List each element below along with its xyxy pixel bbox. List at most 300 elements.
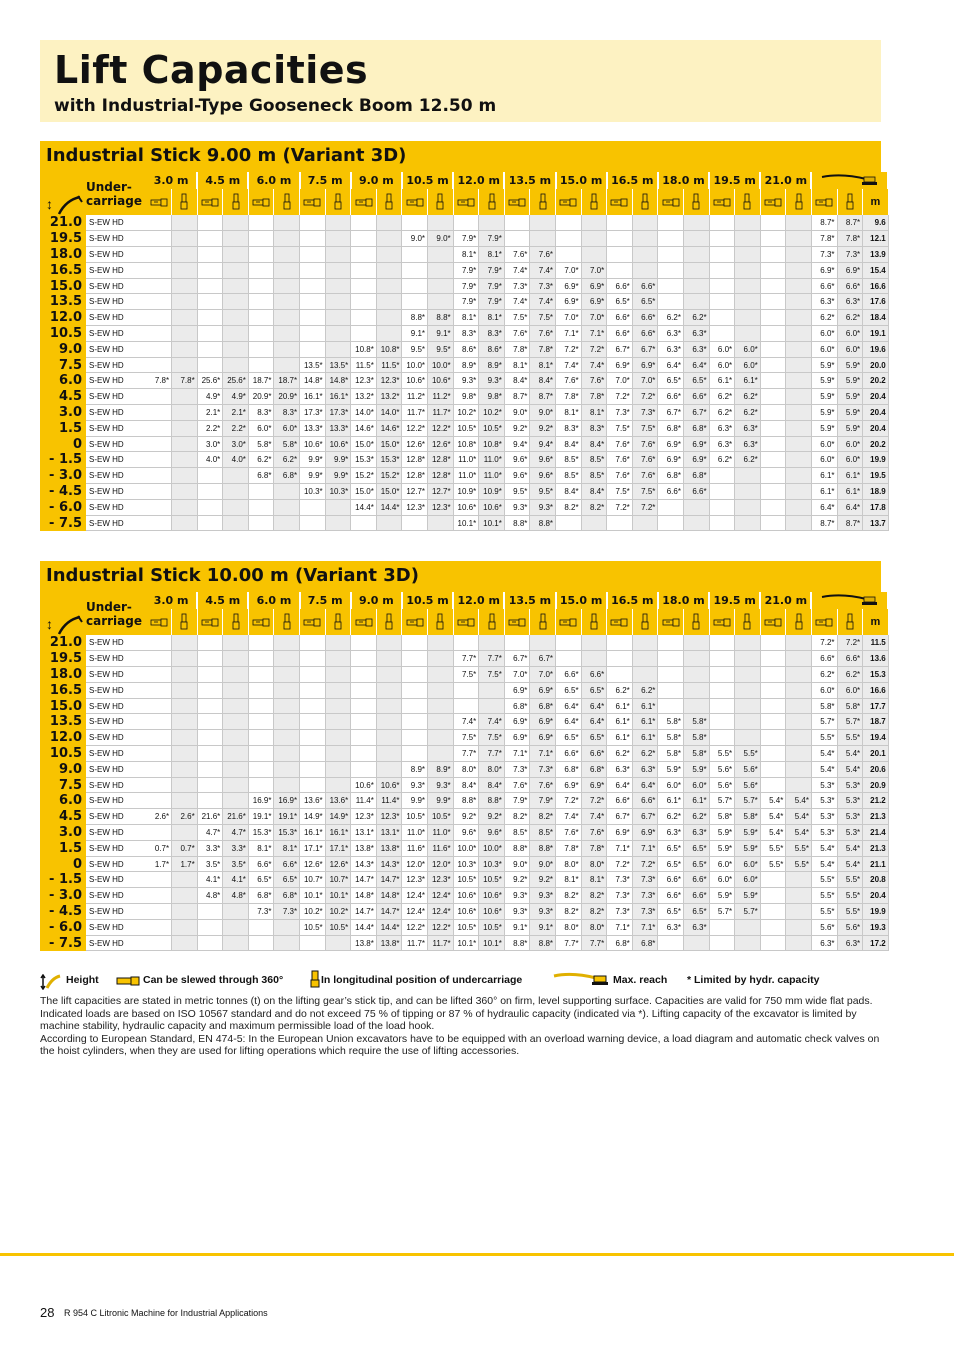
capacity-cell: 11.5* xyxy=(376,357,402,373)
capacity-cell xyxy=(453,215,479,231)
capacity-cell: 10.0* xyxy=(453,840,479,856)
capacity-cell xyxy=(709,247,735,263)
max-reach-distance: 19.9 xyxy=(863,904,889,920)
capacity-cell: 6.1* xyxy=(658,793,684,809)
table-row xyxy=(40,698,888,714)
capacity-cell xyxy=(172,635,198,651)
capacity-cell xyxy=(351,667,377,683)
table-row xyxy=(40,420,888,436)
capacity-cell xyxy=(172,682,198,698)
max-reach-slew: 5.3* xyxy=(811,825,837,841)
capacity-cell xyxy=(556,215,582,231)
capacity-cell: 10.7* xyxy=(300,872,326,888)
capacity-cell xyxy=(760,326,786,342)
capacity-cell xyxy=(735,667,761,683)
legend-limited: * Limited by hydr. capacity xyxy=(687,974,820,986)
capacity-cell xyxy=(556,515,582,531)
capacity-cell xyxy=(248,935,274,951)
capacity-cell xyxy=(248,326,274,342)
capacity-cell: 21.6* xyxy=(223,809,249,825)
radius-header: 13.5 m xyxy=(504,172,555,189)
capacity-cell: 11.0* xyxy=(479,468,505,484)
capacity-cell xyxy=(786,904,812,920)
capacity-cell: 8.8* xyxy=(479,793,505,809)
capacity-cell: 7.2* xyxy=(607,389,633,405)
capacity-cell: 5.4* xyxy=(760,793,786,809)
capacity-cell: 7.0* xyxy=(556,262,582,278)
capacity-cell xyxy=(351,635,377,651)
capacity-cell xyxy=(658,215,684,231)
capacity-cell xyxy=(274,357,300,373)
row-height: - 6.0 xyxy=(40,919,86,935)
capacity-cell xyxy=(428,730,454,746)
capacity-cell: 7.3* xyxy=(274,904,300,920)
capacity-cell: 10.2* xyxy=(479,405,505,421)
capacity-cell: 9.3* xyxy=(504,904,530,920)
row-undercarriage: S-EW HD xyxy=(86,840,146,856)
legend-longitudinal: In longitudinal position of undercarriage xyxy=(321,974,523,986)
capacity-cell xyxy=(376,294,402,310)
capacity-cell xyxy=(683,294,709,310)
capacity-cell xyxy=(735,484,761,500)
table-row xyxy=(40,761,888,777)
longitudinal-icon xyxy=(274,189,300,215)
capacity-cell: 10.1* xyxy=(479,515,505,531)
capacity-cell xyxy=(325,777,351,793)
table-row xyxy=(40,468,888,484)
capacity-cell xyxy=(248,262,274,278)
row-undercarriage: S-EW HD xyxy=(86,904,146,920)
capacity-cell xyxy=(504,215,530,231)
capacity-cell xyxy=(325,667,351,683)
capacity-cell xyxy=(351,294,377,310)
max-reach-distance: 20.2 xyxy=(863,373,889,389)
max-reach-distance: 20.9 xyxy=(863,777,889,793)
capacity-cell: 9.3* xyxy=(530,888,556,904)
slew-icon xyxy=(760,609,786,635)
capacity-cell: 6.1* xyxy=(607,698,633,714)
capacity-cell xyxy=(197,904,223,920)
slew-icon xyxy=(811,609,837,635)
capacity-cell: 6.6* xyxy=(581,746,607,762)
capacity-cell xyxy=(786,730,812,746)
capacity-cell xyxy=(325,231,351,247)
capacity-cell: 7.7* xyxy=(556,935,582,951)
capacity-cell: 10.8* xyxy=(453,436,479,452)
capacity-cell: 7.1* xyxy=(581,326,607,342)
max-reach-slew: 5.9* xyxy=(811,420,837,436)
capacity-cell xyxy=(248,714,274,730)
capacity-cell: 9.3* xyxy=(530,904,556,920)
max-reach-distance: 20.4 xyxy=(863,420,889,436)
max-reach-long: 6.6* xyxy=(837,278,863,294)
capacity-cell xyxy=(760,682,786,698)
capacity-cell: 6.5* xyxy=(683,856,709,872)
row-height: 0 xyxy=(40,436,86,452)
capacity-cell: 6.0* xyxy=(709,357,735,373)
capacity-cell xyxy=(786,389,812,405)
slew-icon xyxy=(453,609,479,635)
capacity-cell xyxy=(248,682,274,698)
capacity-cell: 11.7* xyxy=(402,935,428,951)
capacity-cell xyxy=(607,635,633,651)
capacity-cell: 9.5* xyxy=(402,341,428,357)
capacity-cell xyxy=(146,405,172,421)
max-reach-slew: 5.3* xyxy=(811,777,837,793)
longitudinal-icon xyxy=(223,189,249,215)
capacity-cell: 12.2* xyxy=(402,919,428,935)
capacity-cell xyxy=(146,761,172,777)
capacity-cell: 5.4* xyxy=(786,793,812,809)
capacity-cell: 6.9* xyxy=(530,714,556,730)
row-height: 10.5 xyxy=(40,746,86,762)
capacity-cell: 9.2* xyxy=(504,872,530,888)
capacity-cell: 16.1* xyxy=(325,389,351,405)
capacity-cell: 9.1* xyxy=(428,326,454,342)
capacity-cell xyxy=(658,515,684,531)
capacity-cell xyxy=(735,698,761,714)
capacity-cell xyxy=(274,278,300,294)
capacity-cell xyxy=(376,515,402,531)
row-height: 1.5 xyxy=(40,840,86,856)
capacity-cell xyxy=(325,746,351,762)
capacity-cell xyxy=(786,919,812,935)
capacity-cell xyxy=(786,777,812,793)
capacity-cell: 2.2* xyxy=(197,420,223,436)
capacity-cell xyxy=(351,326,377,342)
capacity-cell: 5.4* xyxy=(786,825,812,841)
capacity-cell xyxy=(428,682,454,698)
capacity-cell: 5.5* xyxy=(786,840,812,856)
capacity-cell: 8.2* xyxy=(581,499,607,515)
capacity-cell xyxy=(760,373,786,389)
capacity-cell: 7.9* xyxy=(479,278,505,294)
capacity-cell xyxy=(453,635,479,651)
capacity-cell: 7.0* xyxy=(581,262,607,278)
max-reach-long: 7.2* xyxy=(837,635,863,651)
row-height: 21.0 xyxy=(40,635,86,651)
max-reach-slew: 6.6* xyxy=(811,278,837,294)
capacity-cell: 7.8* xyxy=(172,373,198,389)
max-reach-distance: 17.8 xyxy=(863,499,889,515)
capacity-cell xyxy=(760,231,786,247)
max-reach-distance: 21.4 xyxy=(863,825,889,841)
capacity-cell xyxy=(197,777,223,793)
capacity-cell: 7.2* xyxy=(632,856,658,872)
row-undercarriage: S-EW HD xyxy=(86,746,146,762)
longitudinal-icon xyxy=(683,609,709,635)
capacity-cell: 10.1* xyxy=(479,935,505,951)
capacity-cell xyxy=(223,667,249,683)
capacity-cell: 9.3* xyxy=(453,373,479,389)
capacity-cell: 5.4* xyxy=(760,825,786,841)
notes xyxy=(40,995,881,1058)
capacity-cell: 6.8* xyxy=(248,888,274,904)
capacity-cell: 7.1* xyxy=(504,746,530,762)
section-heading-stick-10 xyxy=(40,561,881,592)
row-undercarriage: S-EW HD xyxy=(86,777,146,793)
capacity-cell xyxy=(658,651,684,667)
capacity-cell: 10.1* xyxy=(300,888,326,904)
capacity-cell: 8.8* xyxy=(453,793,479,809)
capacity-cell xyxy=(376,761,402,777)
capacity-cell xyxy=(402,698,428,714)
capacity-cell: 13.3* xyxy=(300,420,326,436)
max-reach-slew: 6.1* xyxy=(811,468,837,484)
capacity-cell: 1.7* xyxy=(146,856,172,872)
max-reach-long: 5.5* xyxy=(837,872,863,888)
table-row xyxy=(40,310,888,326)
row-height: - 3.0 xyxy=(40,888,86,904)
capacity-cell xyxy=(581,651,607,667)
capacity-cell xyxy=(172,651,198,667)
radius-header: 4.5 m xyxy=(197,172,248,189)
capacity-cell xyxy=(248,746,274,762)
capacity-cell xyxy=(683,247,709,263)
capacity-cell xyxy=(556,247,582,263)
capacity-cell xyxy=(172,904,198,920)
capacity-cell: 8.5* xyxy=(556,468,582,484)
row-undercarriage: S-EW HD xyxy=(86,389,146,405)
radius-header: 16.5 m xyxy=(607,172,658,189)
capacity-cell: 9.1* xyxy=(530,919,556,935)
capacity-cell: 6.3* xyxy=(607,761,633,777)
capacity-cell: 8.5* xyxy=(530,825,556,841)
capacity-cell xyxy=(248,278,274,294)
slew-icon xyxy=(811,189,837,215)
slew-icon xyxy=(760,189,786,215)
radius-header: 4.5 m xyxy=(197,592,248,609)
capacity-cell xyxy=(146,888,172,904)
capacity-cell: 9.9* xyxy=(300,452,326,468)
capacity-cell: 6.6* xyxy=(581,667,607,683)
row-undercarriage: S-EW HD xyxy=(86,247,146,263)
capacity-cell: 10.0* xyxy=(428,357,454,373)
capacity-cell: 0.7* xyxy=(146,840,172,856)
capacity-cell xyxy=(146,468,172,484)
table-row xyxy=(40,294,888,310)
capacity-cell: 6.8* xyxy=(556,761,582,777)
capacity-cell: 7.9* xyxy=(453,231,479,247)
capacity-cell: 9.0* xyxy=(530,405,556,421)
capacity-cell: 12.3* xyxy=(402,499,428,515)
capacity-cell xyxy=(274,326,300,342)
capacity-cell: 5.9* xyxy=(735,825,761,841)
capacity-cell: 12.8* xyxy=(428,452,454,468)
capacity-cell xyxy=(709,468,735,484)
capacity-cell: 15.0* xyxy=(376,436,402,452)
longitudinal-icon xyxy=(735,609,761,635)
capacity-cell: 7.7* xyxy=(479,746,505,762)
capacity-cell xyxy=(146,635,172,651)
max-reach-slew: 6.2* xyxy=(811,667,837,683)
max-reach-distance: 13.6 xyxy=(863,651,889,667)
capacity-cell: 9.9* xyxy=(300,468,326,484)
max-reach-long: 6.1* xyxy=(837,468,863,484)
capacity-cell: 6.0* xyxy=(709,856,735,872)
capacity-cell: 7.3* xyxy=(607,888,633,904)
capacity-cell: 4.8* xyxy=(197,888,223,904)
capacity-cell xyxy=(709,667,735,683)
capacity-cell: 6.6* xyxy=(683,389,709,405)
capacity-cell xyxy=(786,452,812,468)
capacity-cell xyxy=(146,714,172,730)
capacity-cell: 15.3* xyxy=(376,452,402,468)
capacity-cell xyxy=(402,682,428,698)
slew-icon xyxy=(300,189,326,215)
capacity-cell xyxy=(760,468,786,484)
capacity-cell: 10.1* xyxy=(453,935,479,951)
capacity-cell xyxy=(197,919,223,935)
capacity-cell xyxy=(197,231,223,247)
max-reach-long: 5.4* xyxy=(837,856,863,872)
capacity-cell: 6.8* xyxy=(632,935,658,951)
capacity-cell: 10.2* xyxy=(325,904,351,920)
capacity-cell: 9.0* xyxy=(504,405,530,421)
capacity-cell xyxy=(351,247,377,263)
capacity-cell: 14.4* xyxy=(351,919,377,935)
radius-header: 18.0 m xyxy=(658,592,709,609)
capacity-cell: 4.1* xyxy=(223,872,249,888)
capacity-cell: 11.4* xyxy=(376,793,402,809)
capacity-cell xyxy=(146,872,172,888)
max-reach-long: 6.0* xyxy=(837,341,863,357)
slew-icon xyxy=(453,189,479,215)
capacity-cell: 8.0* xyxy=(556,919,582,935)
capacity-cell xyxy=(197,484,223,500)
capacity-cell xyxy=(223,262,249,278)
capacity-cell xyxy=(735,262,761,278)
capacity-cell: 7.8* xyxy=(146,373,172,389)
capacity-cell xyxy=(197,761,223,777)
capacity-cell: 7.8* xyxy=(504,341,530,357)
capacity-cell: 7.6* xyxy=(504,326,530,342)
capacity-cell xyxy=(274,667,300,683)
capacity-cell: 6.9* xyxy=(658,452,684,468)
capacity-cell xyxy=(172,667,198,683)
capacity-cell: 11.2* xyxy=(402,389,428,405)
capacity-cell xyxy=(402,247,428,263)
slew-icon xyxy=(504,189,530,215)
row-height: 6.0 xyxy=(40,793,86,809)
capacity-cell xyxy=(197,310,223,326)
capacity-cell: 7.6* xyxy=(530,326,556,342)
capacity-cell: 1.7* xyxy=(172,856,198,872)
capacity-cell xyxy=(760,420,786,436)
capacity-cell xyxy=(376,262,402,278)
table-row xyxy=(40,452,888,468)
capacity-cell xyxy=(274,310,300,326)
capacity-cell: 7.6* xyxy=(581,825,607,841)
max-reach-distance: 21.2 xyxy=(863,793,889,809)
capacity-cell: 6.6* xyxy=(658,484,684,500)
capacity-cell xyxy=(530,635,556,651)
row-undercarriage: S-EW HD xyxy=(86,793,146,809)
slew-icon xyxy=(248,609,274,635)
capacity-cell xyxy=(223,904,249,920)
capacity-cell: 7.5* xyxy=(479,667,505,683)
capacity-cell: 10.6* xyxy=(351,777,377,793)
capacity-cell: 7.1* xyxy=(632,919,658,935)
capacity-cell xyxy=(146,746,172,762)
capacity-cell xyxy=(172,825,198,841)
capacity-cell: 7.3* xyxy=(504,278,530,294)
capacity-cell xyxy=(248,341,274,357)
capacity-cell: 6.3* xyxy=(735,436,761,452)
capacity-cell xyxy=(248,357,274,373)
capacity-cell xyxy=(300,231,326,247)
row-undercarriage: S-EW HD xyxy=(86,215,146,231)
capacity-cell xyxy=(223,761,249,777)
max-reach-long: 5.4* xyxy=(837,761,863,777)
capacity-cell xyxy=(504,231,530,247)
capacity-cell xyxy=(402,262,428,278)
max-reach-slew: 6.9* xyxy=(811,262,837,278)
radius-header: 10.5 m xyxy=(402,592,453,609)
capacity-cell xyxy=(658,278,684,294)
capacity-cell: 8.1* xyxy=(274,840,300,856)
capacity-cell: 8.4* xyxy=(479,777,505,793)
lift-table-stick-9 xyxy=(40,172,889,531)
capacity-cell: 8.1* xyxy=(479,247,505,263)
capacity-cell xyxy=(479,698,505,714)
capacity-cell: 6.6* xyxy=(274,856,300,872)
capacity-cell: 12.2* xyxy=(428,919,454,935)
capacity-cell xyxy=(658,635,684,651)
capacity-cell: 10.5* xyxy=(453,919,479,935)
capacity-cell: 12.6* xyxy=(325,856,351,872)
page-number: 28 xyxy=(40,1305,55,1320)
capacity-cell xyxy=(325,294,351,310)
table-row xyxy=(40,935,888,951)
max-reach-distance: 19.3 xyxy=(863,919,889,935)
capacity-cell xyxy=(709,935,735,951)
capacity-cell: 12.0* xyxy=(402,856,428,872)
row-height: 3.0 xyxy=(40,825,86,841)
capacity-cell: 12.8* xyxy=(402,452,428,468)
capacity-cell: 6.5* xyxy=(632,294,658,310)
capacity-cell: 5.5* xyxy=(709,746,735,762)
capacity-cell: 7.5* xyxy=(479,730,505,746)
row-height: 13.5 xyxy=(40,714,86,730)
capacity-cell: 14.3* xyxy=(376,856,402,872)
capacity-cell xyxy=(325,682,351,698)
capacity-cell xyxy=(786,357,812,373)
longitudinal-icon xyxy=(325,609,351,635)
capacity-cell xyxy=(683,231,709,247)
capacity-cell: 9.4* xyxy=(504,436,530,452)
capacity-cell xyxy=(581,231,607,247)
capacity-cell xyxy=(248,484,274,500)
capacity-cell: 10.5* xyxy=(325,919,351,935)
capacity-cell: 8.1* xyxy=(504,357,530,373)
table-row xyxy=(40,651,888,667)
capacity-cell xyxy=(248,651,274,667)
slew-icon xyxy=(300,609,326,635)
capacity-cell: 6.4* xyxy=(581,698,607,714)
capacity-cell: 7.9* xyxy=(504,793,530,809)
capacity-cell xyxy=(735,635,761,651)
max-reach-long: 5.4* xyxy=(837,746,863,762)
capacity-cell: 7.9* xyxy=(530,793,556,809)
capacity-cell: 8.6* xyxy=(479,341,505,357)
capacity-cell: 6.3* xyxy=(709,420,735,436)
row-undercarriage: S-EW HD xyxy=(86,468,146,484)
max-reach-header xyxy=(811,172,888,189)
capacity-cell: 9.4* xyxy=(530,436,556,452)
capacity-cell: 10.3* xyxy=(325,484,351,500)
undercarriage-header: Under- carriage xyxy=(86,172,146,215)
